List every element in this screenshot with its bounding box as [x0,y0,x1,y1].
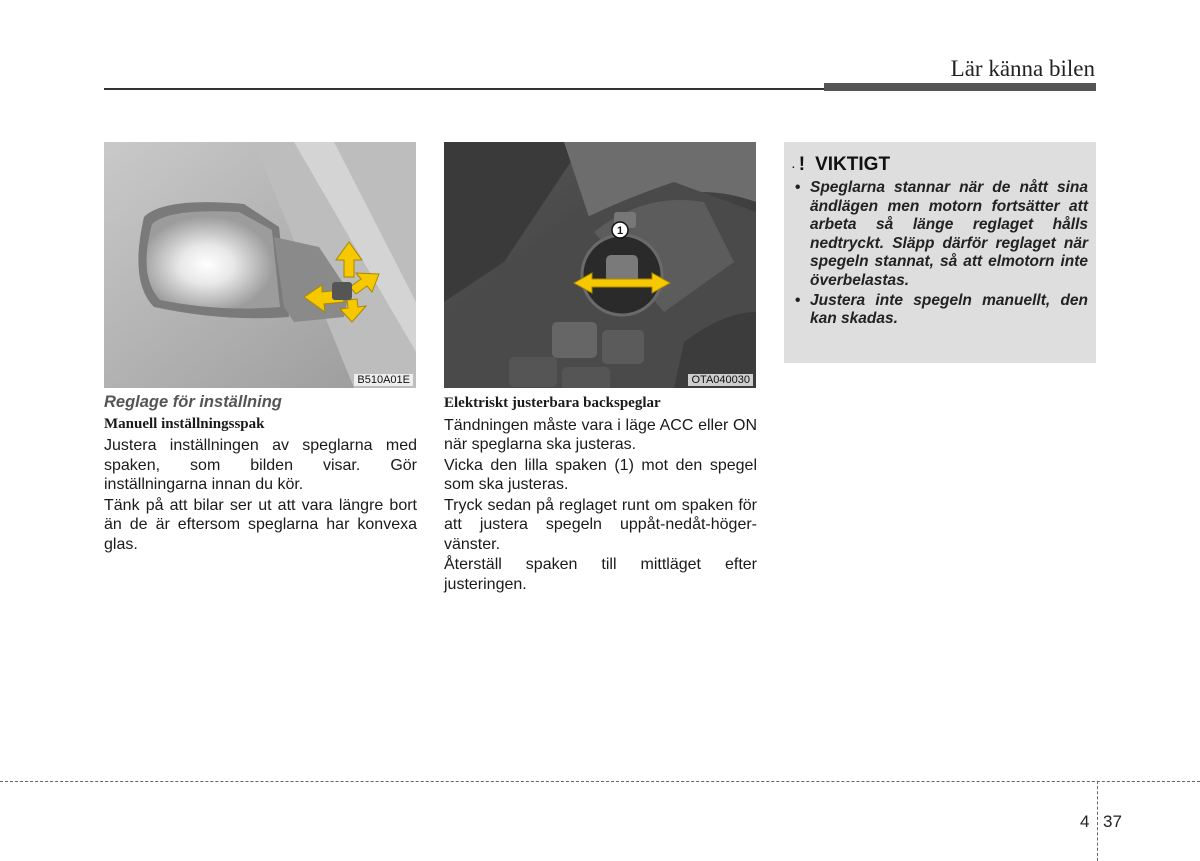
footer-rule [0,781,1200,782]
warning-icon: . ! [792,154,806,175]
warning-item: • Speglarna stannar när de nått sina ändlägen men motorn fortsätter att arbeta så länge reglaget hålls nedtryckt. Släpp därför reglaget när spegeln stannat, så att elmotorn inte överbelastas. [792,179,1088,291]
body-paragraph: Tändningen måste vara i läge ACC eller ON när speglarna ska justeras. [444,416,757,453]
footer-divider [1097,781,1098,861]
manual-adjust-section [104,393,417,555]
chapter-number: 4 [1080,812,1090,831]
electric-mirror-section [444,394,757,595]
body-paragraph: Återställ spaken till mittläget efter justeringen. [444,556,757,593]
body-paragraph: Vicka den lilla spaken (1) mot den spegel som ska justeras. [444,456,757,493]
body-paragraph: Tänk på att bilar ser ut att vara längre bort än de är eftersom speglarna har konvexa glas. [104,496,417,553]
figure-code: OTA040030 [688,374,753,386]
callout-number: 1 [616,225,624,237]
header-rule [104,88,824,90]
body-paragraph: Tryck sedan på reglaget runt om spaken för att justera spegeln uppåt-nedåt-höger-vänster. [444,496,757,553]
warning-list [792,179,1088,330]
figure-caption: Reglage för inställning [104,393,282,411]
chapter-title: Lär känna bilen [950,56,1095,81]
section-subheading: Elektriskt justerbara backspeglar [444,395,661,411]
mirror-switch-figure [444,142,756,388]
warning-box [784,142,1096,363]
page-number: 37 [1103,812,1122,831]
warning-title: VIKTIGT [815,154,891,175]
header-rule-accent [824,83,1096,91]
warning-heading [792,154,890,176]
mirror-adjust-figure [104,142,416,388]
figure-code: B510A01E [354,374,413,386]
section-subheading: Manuell inställningsspak [104,415,265,432]
body-paragraph: Justera inställningen av speglarna med spaken, som bilden visar. Gör inställningarna innan du kör. [104,437,417,493]
warning-item: • Justera inte spegeln manuellt, den kan skadas. [792,292,1088,329]
